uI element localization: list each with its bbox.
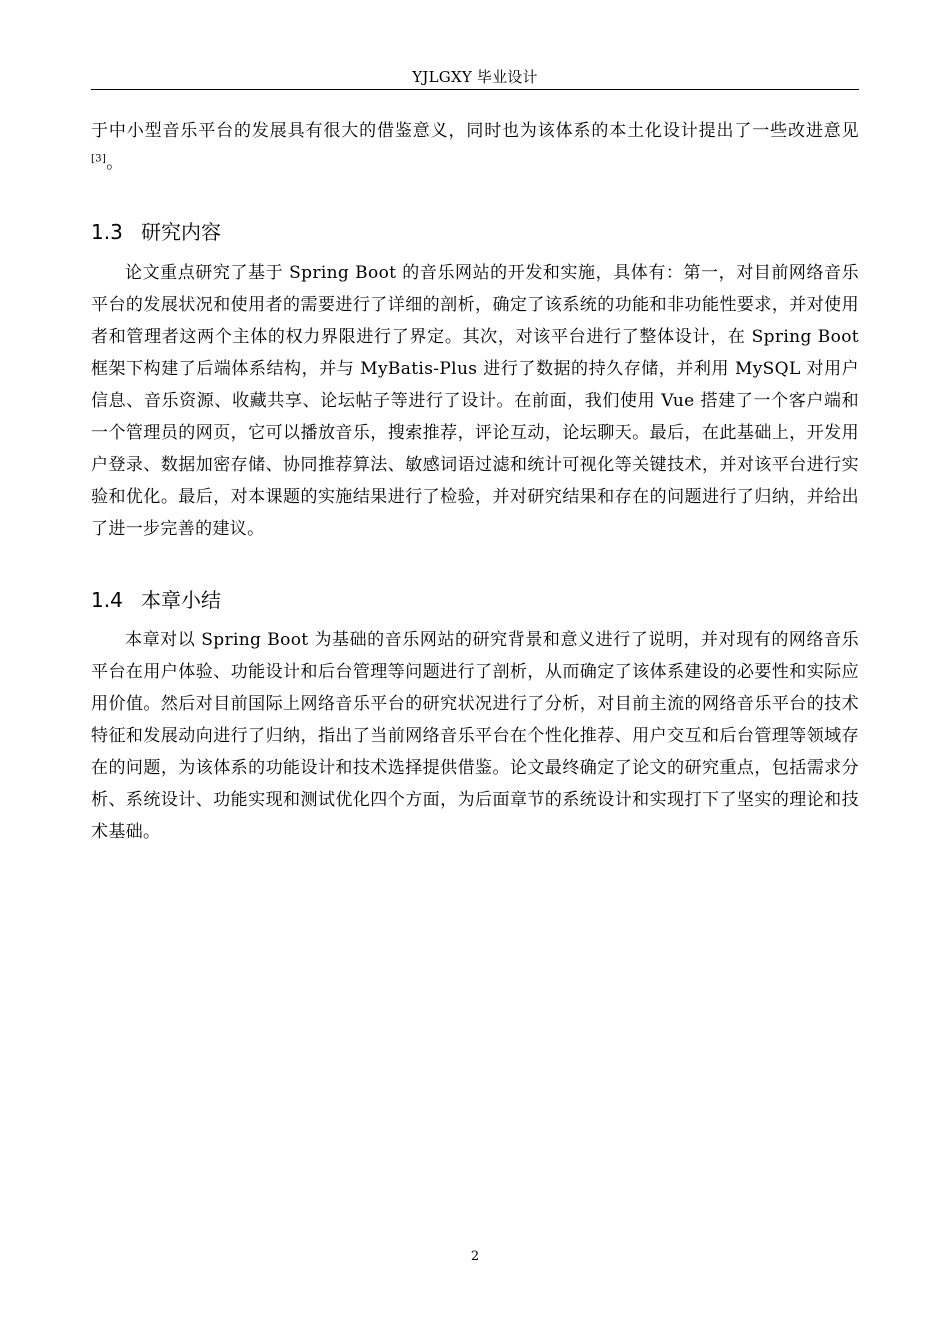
section-number: 1.4 (91, 588, 123, 612)
chapter-summary-paragraph: 本章对以 Spring Boot 为基础的音乐网站的研究背景和意义进行了说明，并对现有的网络音乐平台在用户体验、功能设计和后台管理等问题进行了剖析，从而确定了该体系建设的必要性和实际应用价值。然后对目前国际上网络音乐平台的研究状况进行了分析，对目前主流的网络音乐平台的技术特征和发展动向进行了归纳，指出了当前网络音乐平台在个性化推荐、用户交互和后台管理等领域存在的问题，为该体系的功能设计和技术选择提供借鉴。论文最终确定了论文的研究重点，包括需求分析、系统设计、功能实现和测试优化四个方面，为后面章节的系统设计和实现打下了坚实的理论和技术基础。 (91, 630, 859, 842)
research-content-paragraph: 论文重点研究了基于 Spring Boot 的音乐网站的开发和实施，具体有：第一，对目前网络音乐平台的发展状况和使用者的需要进行了详细的剖析，确定了该系统的功能和非功能性要求，并对使用者和管理者这两个主体的权力界限进行了界定。其次，对该平台进行了整体设计，在 Spring Boot 框架下构建了后端体系结构，并与 MyBatis-Plus 进行了数据的持久存储，并利用 MySQL 对用户信息、音乐资源、收藏共享、论坛帖子等进行了设计。在前面，我们使用 Vue 搭建了一个客户端和一个管理员的网页，它可以播放音乐，搜索推荐，评论互动，论坛聊天。最后，在此基础上，开发用户登录、数据加密存储、协同推荐算法、敏感词语过滤和统计可视化等关键技术，并对该平台进行实验和优化。最后，对本课题的实施结果进行了检验，并对研究结果和存在的问题进行了归纳，并给出了进一步完善的建议。 (91, 263, 859, 539)
citation-superscript: [3] (91, 153, 107, 165)
section-heading-1-3 (91, 218, 859, 246)
section-heading-1-4 (91, 586, 859, 614)
section-title: 本章小结 (141, 588, 221, 612)
intro-text: 于中小型音乐平台的发展具有很大的借鉴意义，同时也为该体系的本土化设计提出了一些改进意见 (91, 121, 859, 141)
header-rule (91, 89, 859, 90)
section-number: 1.3 (91, 220, 123, 244)
page-number: 2 (470, 1249, 480, 1264)
intro-end: 。 (106, 153, 124, 173)
page-header: YJLGXY 毕业设计 (412, 68, 538, 86)
intro-paragraph (91, 115, 859, 179)
section-title: 研究内容 (141, 220, 221, 244)
